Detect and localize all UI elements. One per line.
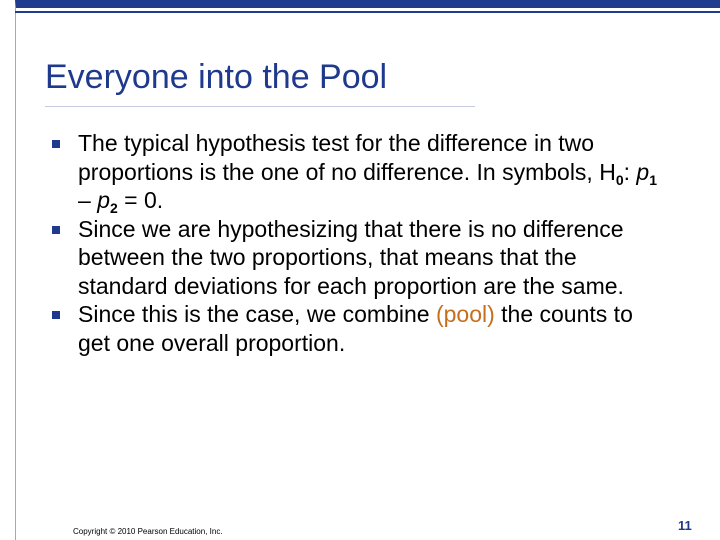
bullet-3-text	[78, 301, 633, 356]
bullet-3-text-b: the counts to get one overall proportion.	[78, 301, 633, 356]
square-bullet-icon	[52, 226, 60, 234]
bullet-item-1	[50, 129, 670, 215]
p1-subscript: 1	[649, 171, 657, 188]
p2-subscript: 2	[109, 200, 118, 216]
colon: :	[623, 158, 637, 185]
top-rule	[15, 11, 720, 13]
bullet-1-text	[78, 130, 657, 216]
h-subscript: 0	[615, 171, 624, 188]
pool-highlight: (pool)	[435, 301, 495, 327]
title-underline	[45, 106, 475, 107]
bullet-2-text: Since we are hypothesizing that there is no difference between the two proportions, that means that the standard deviations for each proportion are the same.	[78, 215, 624, 299]
p2-symbol: p	[97, 187, 110, 213]
bullet-list	[50, 129, 670, 357]
page-number: 11	[678, 518, 692, 533]
slide-title: Everyone into the Pool	[45, 58, 388, 96]
square-bullet-icon	[52, 311, 60, 319]
equation-tail: = 0.	[117, 187, 164, 213]
bullet-3-text-a: Since this is the case, we combine	[78, 301, 436, 327]
bullet-item-2	[50, 215, 670, 301]
p1-symbol: p	[636, 158, 650, 185]
bullet-item-3	[50, 300, 670, 357]
copyright-footer: Copyright © 2010 Pearson Education, Inc.	[73, 527, 223, 536]
square-bullet-icon	[52, 140, 60, 148]
minus-sign: –	[78, 187, 98, 213]
bullet-1-text-a: The typical hypothesis test for the difference in two proportions is the one of no difference. In symbols, H	[78, 130, 616, 185]
